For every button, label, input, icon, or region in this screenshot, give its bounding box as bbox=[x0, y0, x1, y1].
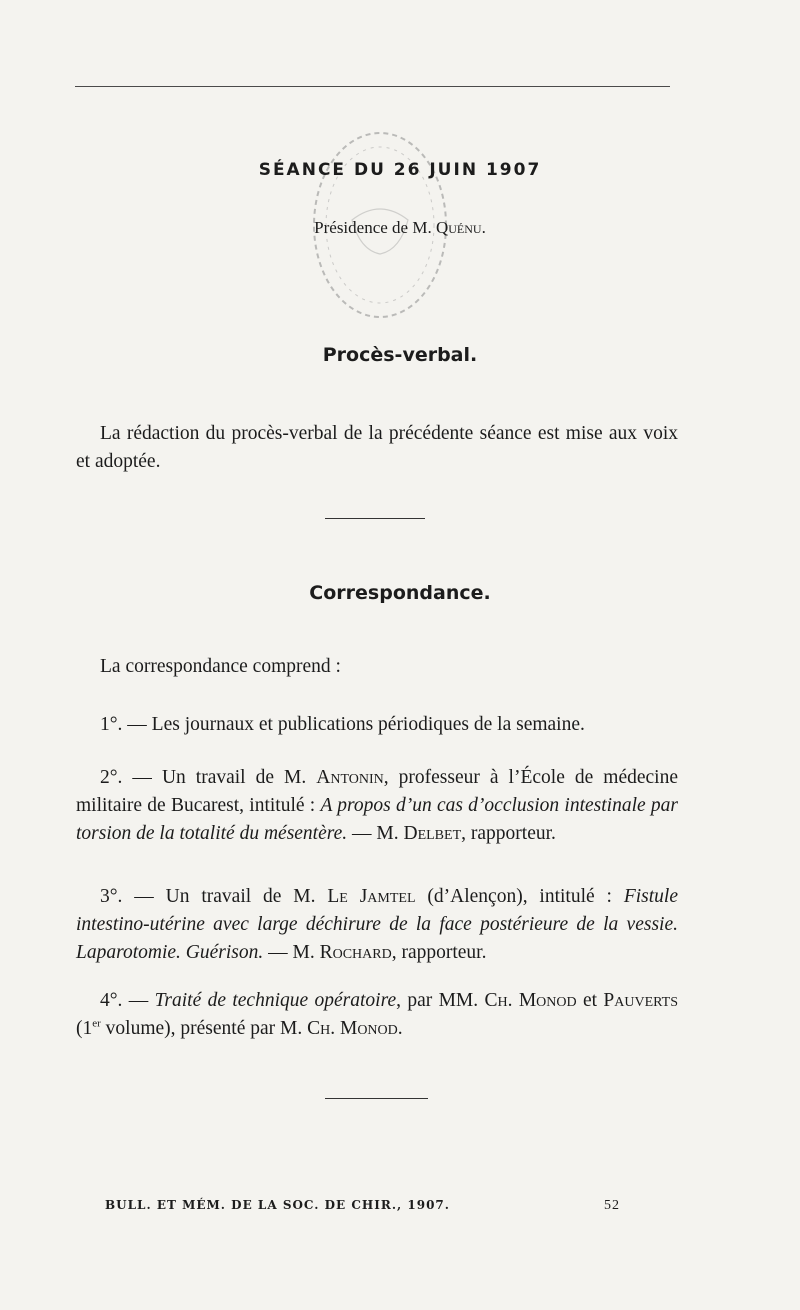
page-number: 52 bbox=[604, 1198, 620, 1213]
item-text: et bbox=[576, 990, 604, 1011]
item-number: 2°. — Un travail de M. bbox=[100, 767, 317, 788]
ordinal-superscript: er bbox=[92, 1017, 101, 1030]
work-title: Fistule intestino-utérine avec large déchirure de la face postérieure de la vessie. Laparotomie. Guérison. bbox=[76, 886, 679, 963]
correspondance-intro: La correspondance comprend : bbox=[100, 656, 341, 677]
item-text: volume), présenté par M. bbox=[100, 1018, 308, 1039]
item-text: . bbox=[397, 1018, 403, 1039]
section-heading-correspondance: Correspondance. bbox=[309, 582, 491, 604]
presidency-prefix: Présidence de M. bbox=[314, 218, 436, 237]
item-text: , par MM. bbox=[396, 990, 485, 1011]
separator-rule bbox=[325, 518, 425, 519]
item-text: (d’Alençon), intitulé : bbox=[415, 886, 624, 907]
item-text: , professeur à l’École de médecine militaire de Bucarest, intitulé : bbox=[76, 767, 678, 816]
session-title: SÉANCE DU 26 JUIN 1907 bbox=[258, 160, 542, 180]
work-title: Traité de technique opératoire bbox=[154, 990, 397, 1011]
section-heading-proces-verbal: Procès-verbal. bbox=[322, 344, 478, 366]
work-title: A propos d’un cas d’occlusion intestinale par torsion de la totalité du mésentère. bbox=[76, 795, 678, 844]
item-text: , rapporteur. bbox=[391, 942, 487, 963]
author-name: Antonin bbox=[316, 767, 384, 788]
correspondance-item-3 bbox=[76, 883, 678, 967]
author-name: Le Jamtel bbox=[327, 886, 416, 907]
journal-reference: BULL. ET MÉM. DE LA SOC. DE CHIR., 1907. bbox=[105, 1198, 450, 1212]
item-text: , rapporteur. bbox=[461, 823, 556, 844]
correspondance-item-4 bbox=[76, 987, 678, 1043]
item-text: — M. bbox=[347, 823, 404, 844]
presenter-name: Ch. Monod bbox=[307, 1018, 398, 1039]
item-number: 4°. — bbox=[100, 990, 155, 1011]
item-text: (1 bbox=[76, 1018, 93, 1039]
item-text: — M. bbox=[263, 942, 320, 963]
author-name: Pauverts bbox=[603, 990, 678, 1011]
correspondance-item-2 bbox=[76, 764, 678, 848]
separator-rule bbox=[325, 1098, 428, 1099]
correspondance-item-1: 1°. — Les journaux et publications périodiques de la semaine. bbox=[100, 714, 585, 735]
president-name: Quénu. bbox=[435, 218, 486, 237]
presidency-line bbox=[0, 218, 800, 238]
rapporteur-name: Rochard bbox=[319, 942, 392, 963]
author-name: Ch. Monod bbox=[484, 990, 577, 1011]
proces-verbal-text: La rédaction du procès-verbal de la précédente séance est mise aux voix et adoptée. bbox=[76, 423, 678, 472]
top-rule bbox=[75, 86, 670, 87]
rapporteur-name: Delbet bbox=[403, 823, 462, 844]
item-number: 3°. — Un travail de M. bbox=[100, 886, 328, 907]
